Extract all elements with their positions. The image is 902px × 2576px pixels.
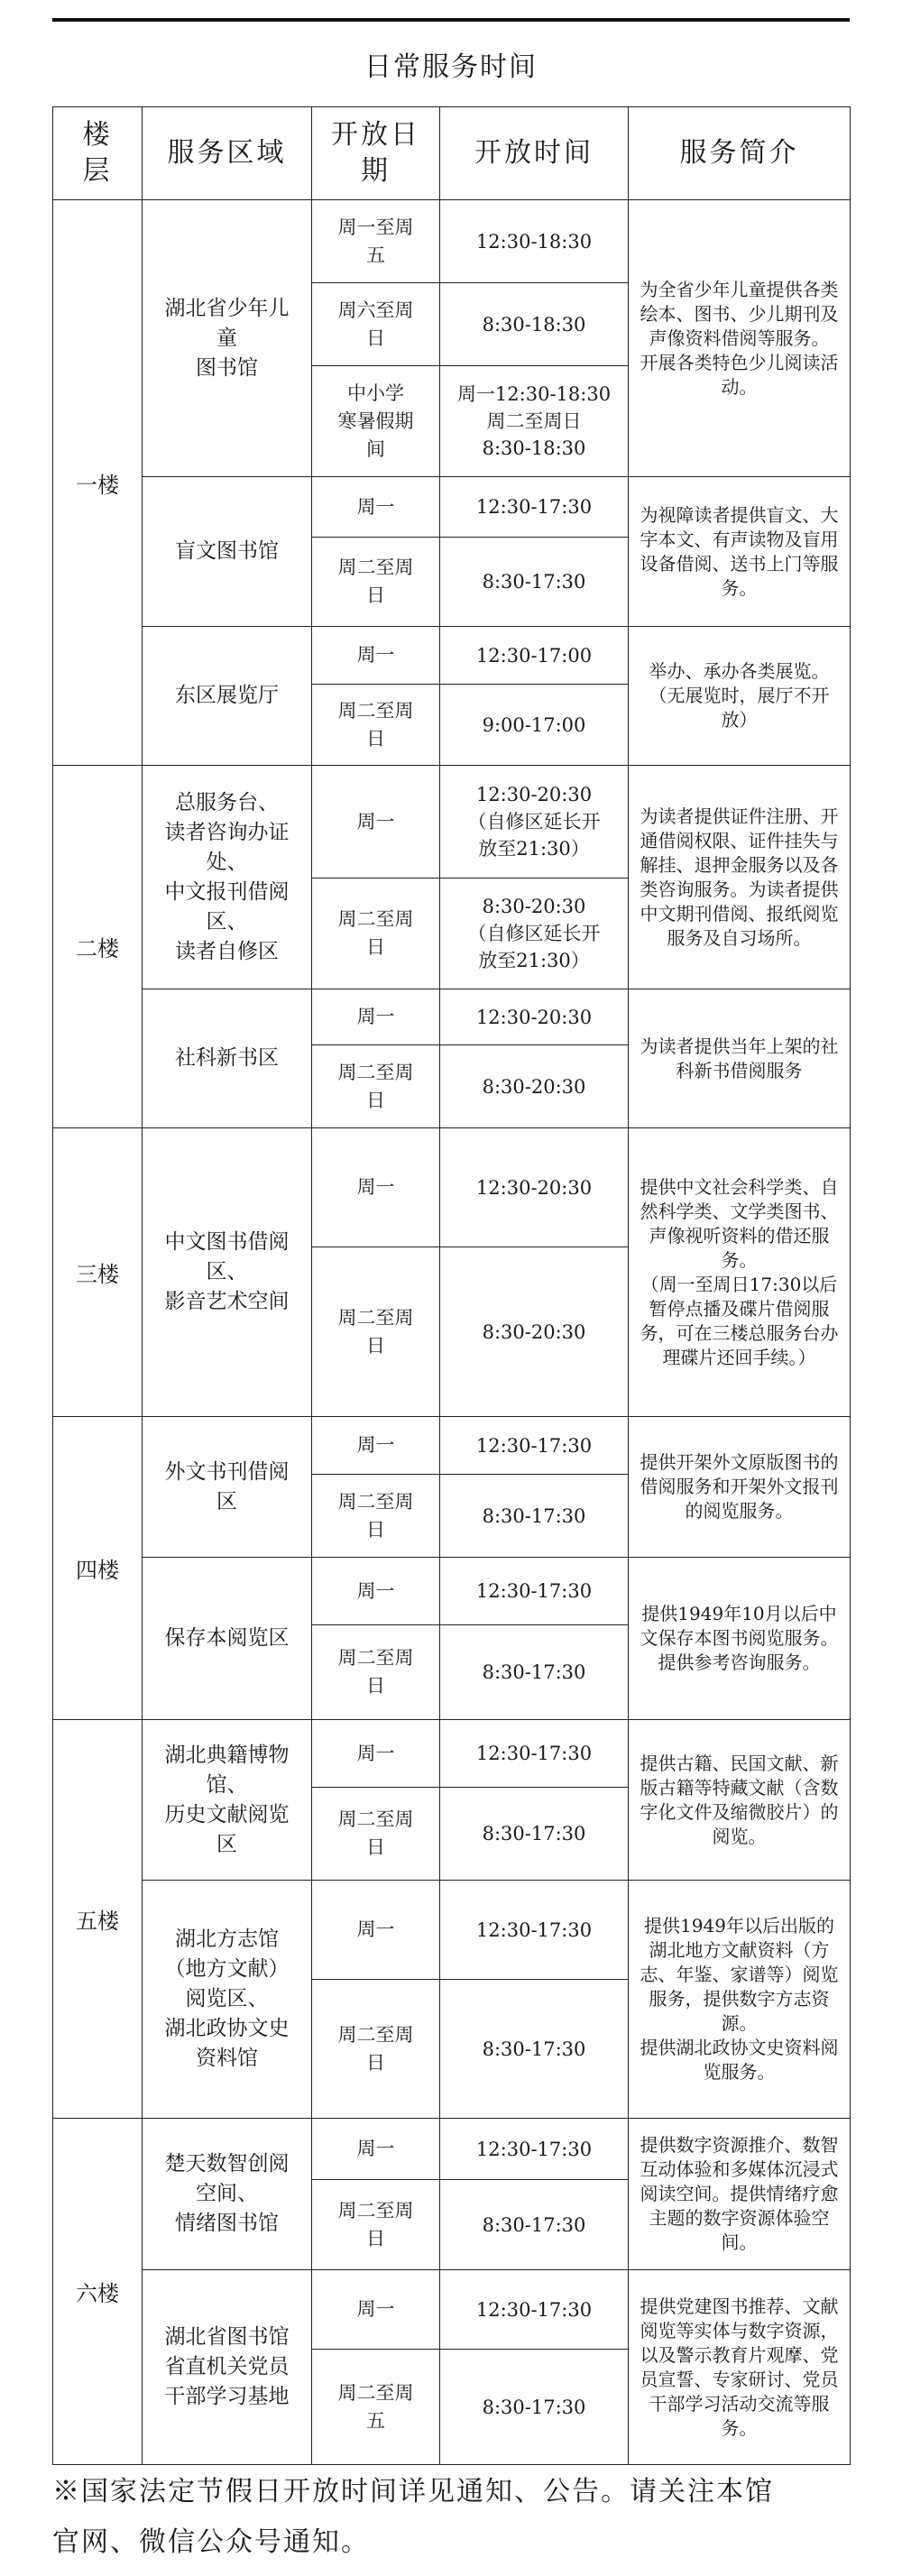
time-cell: 12:30-18:30 [440,200,629,283]
intro-cell: 提供党建图书推荐、文献阅览等实体与数字资源，以及警示教育片观摩、党员宣誓、专家研讨、党员干部学习活动交流等服务。 [629,2270,851,2465]
table-row [53,627,851,685]
table-row [53,200,851,283]
table-row [53,1720,851,1788]
intro-cell: 为读者提供当年上架的社科新书借阅服务 [629,989,851,1128]
table-row [53,2119,851,2180]
time-cell: 12:30-17:00 [440,627,629,685]
time-cell: 12:30-17:30 [440,2270,629,2350]
area-cell: 总服务台、 读者咨询办证 处、 中文报刊借阅 区、 读者自修区 [143,766,312,989]
header-floor: 楼 层 [53,107,143,200]
holiday-footnote: ※国家法定节假日开放时间详见通知、公告。请关注本馆 官网、微信公众号通知。 [52,2476,774,2558]
table-row [53,1128,851,1247]
day-cell: 周一至周 五 [312,200,440,283]
floor-cell-2: 二楼 [53,766,143,1128]
time-cell: 8:30-17:30 [440,2180,629,2270]
floor-cell-6: 六楼 [53,2119,143,2465]
day-cell: 周一 [312,2270,440,2350]
day-cell: 周二至周 日 [312,879,440,989]
time-cell: 12:30-17:30 [440,1558,629,1625]
time-cell: 8:30-17:30 [440,2350,629,2465]
floor-cell-1: 一楼 [53,200,143,766]
intro-cell: 提供1949年10月以后中文保存本图书阅览服务。 提供参考咨询服务。 [629,1558,851,1720]
floor-cell-3: 三楼 [53,1128,143,1417]
time-cell: 8:30-17:30 [440,1475,629,1558]
day-cell: 周一 [312,989,440,1045]
time-cell: 8:30-17:30 [440,1788,629,1881]
table-row [53,989,851,1045]
time-cell: 8:30-20:30 [440,1045,629,1128]
area-cell: 湖北省图书馆 省直机关党员 干部学习基地 [143,2270,312,2465]
page-title: 日常服务时间 [364,51,538,83]
intro-cell: 提供数字资源推介、数智互动体验和多媒体沉浸式阅读空间。提供情绪疗愈主题的数字资源体验空间。 [629,2119,851,2270]
day-cell: 周二至周 日 [312,1788,440,1881]
day-cell: 周一 [312,1417,440,1475]
day-cell: 周一 [312,2119,440,2180]
intro-cell: 为视障读者提供盲文、大字本文、有声读物及盲用设备借阅、送书上门等服务。 [629,477,851,627]
intro-cell: 提供1949年以后出版的湖北地方文献资料（方志、年鉴、家谱等）阅览服务，提供数字方志资源。 提供湖北政协文史资料阅览服务。 [629,1881,851,2119]
header-open-day: 开放日 期 [312,107,440,200]
area-cell: 保存本阅览区 [143,1558,312,1720]
day-cell: 周二至周 日 [312,1475,440,1558]
time-cell: 12:30-17:30 [440,477,629,538]
area-cell: 东区展览厅 [143,627,312,766]
floor-cell-4: 四楼 [53,1417,143,1720]
day-cell: 周一 [312,477,440,538]
time-cell: 8:30-18:30 [440,283,629,366]
day-cell: 周六至周 日 [312,283,440,366]
time-cell: 12:30-20:30 [440,989,629,1045]
table-row [53,766,851,879]
header-open-time: 开放时间 [440,107,629,200]
time-cell: 8:30-20:30 [440,1247,629,1417]
header-intro: 服务简介 [629,107,851,200]
table-row [53,477,851,538]
day-cell: 中小学 寒暑假期 间 [312,366,440,477]
service-hours-table [52,106,851,2465]
table-row [53,1417,851,1475]
day-cell: 周二至周 五 [312,2350,440,2465]
time-cell: 8:30-17:30 [440,538,629,627]
area-cell: 湖北省少年儿 童 图书馆 [143,200,312,477]
day-cell: 周二至周 日 [312,1980,440,2119]
day-cell: 周二至周 日 [312,685,440,766]
area-cell: 楚天数智创阅 空间、 情绪图书馆 [143,2119,312,2270]
table-row [53,2270,851,2350]
time-cell: 8:30-17:30 [440,1625,629,1720]
time-cell: 12:30-17:30 [440,1881,629,1980]
time-cell: 周一12:30-18:30 周二至周日 8:30-18:30 [440,366,629,477]
time-cell: 12:30-20:30 [440,1128,629,1247]
intro-cell: 提供开架外文原版图书的借阅服务和开架外文报刊的阅览服务。 [629,1417,851,1558]
time-cell: 8:30-20:30 （自修区延长开 放至21:30） [440,879,629,989]
intro-cell: 提供中文社会科学类、自然科学类、文学类图书、声像视听资料的借还服务。 （周一至周日17:30以后暂停点播及碟片借阅服务，可在三楼总服务台办理碟片还回手续。） [629,1128,851,1417]
time-cell: 12:30-17:30 [440,1720,629,1788]
time-cell: 12:30-17:30 [440,2119,629,2180]
intro-cell: 举办、承办各类展览。 （无展览时，展厅不开放） [629,627,851,766]
day-cell: 周二至周 日 [312,1045,440,1128]
intro-cell: 为读者提供证件注册、开通借阅权限、证件挂失与解挂、退押金服务以及各类咨询服务。为读者提供中文期刊借阅、报纸阅览服务及自习场所。 [629,766,851,989]
header-row [53,107,851,200]
day-cell: 周一 [312,1881,440,1980]
day-cell: 周一 [312,766,440,879]
table-row [53,1881,851,1980]
day-cell: 周二至周 日 [312,538,440,627]
time-cell: 12:30-20:30 （自修区延长开 放至21:30） [440,766,629,879]
day-cell: 周二至周 日 [312,1247,440,1417]
area-cell: 中文图书借阅 区、 影音艺术空间 [143,1128,312,1417]
day-cell: 周一 [312,1558,440,1625]
day-cell: 周一 [312,1720,440,1788]
area-cell: 湖北典籍博物 馆、 历史文献阅览 区 [143,1720,312,1881]
table-row [53,1558,851,1625]
day-cell: 周一 [312,627,440,685]
time-cell: 12:30-17:30 [440,1417,629,1475]
header-area: 服务区域 [143,107,312,200]
area-cell: 社科新书区 [143,989,312,1128]
time-cell: 9:00-17:00 [440,685,629,766]
day-cell: 周二至周 日 [312,2180,440,2270]
intro-cell: 提供古籍、民国文献、新版古籍等特藏文献（含数字化文件及缩微胶片）的阅览。 [629,1720,851,1881]
day-cell: 周二至周 日 [312,1625,440,1720]
area-cell: 外文书刊借阅 区 [143,1417,312,1558]
time-cell: 8:30-17:30 [440,1980,629,2119]
intro-cell: 为全省少年儿童提供各类绘本、图书、少儿期刊及声像资料借阅等服务。 开展各类特色少儿阅读活动。 [629,200,851,477]
area-cell: 盲文图书馆 [143,477,312,627]
day-cell: 周一 [312,1128,440,1247]
floor-cell-5: 五楼 [53,1720,143,2119]
area-cell: 湖北方志馆 （地方文献） 阅览区、 湖北政协文史 资料馆 [143,1881,312,2119]
